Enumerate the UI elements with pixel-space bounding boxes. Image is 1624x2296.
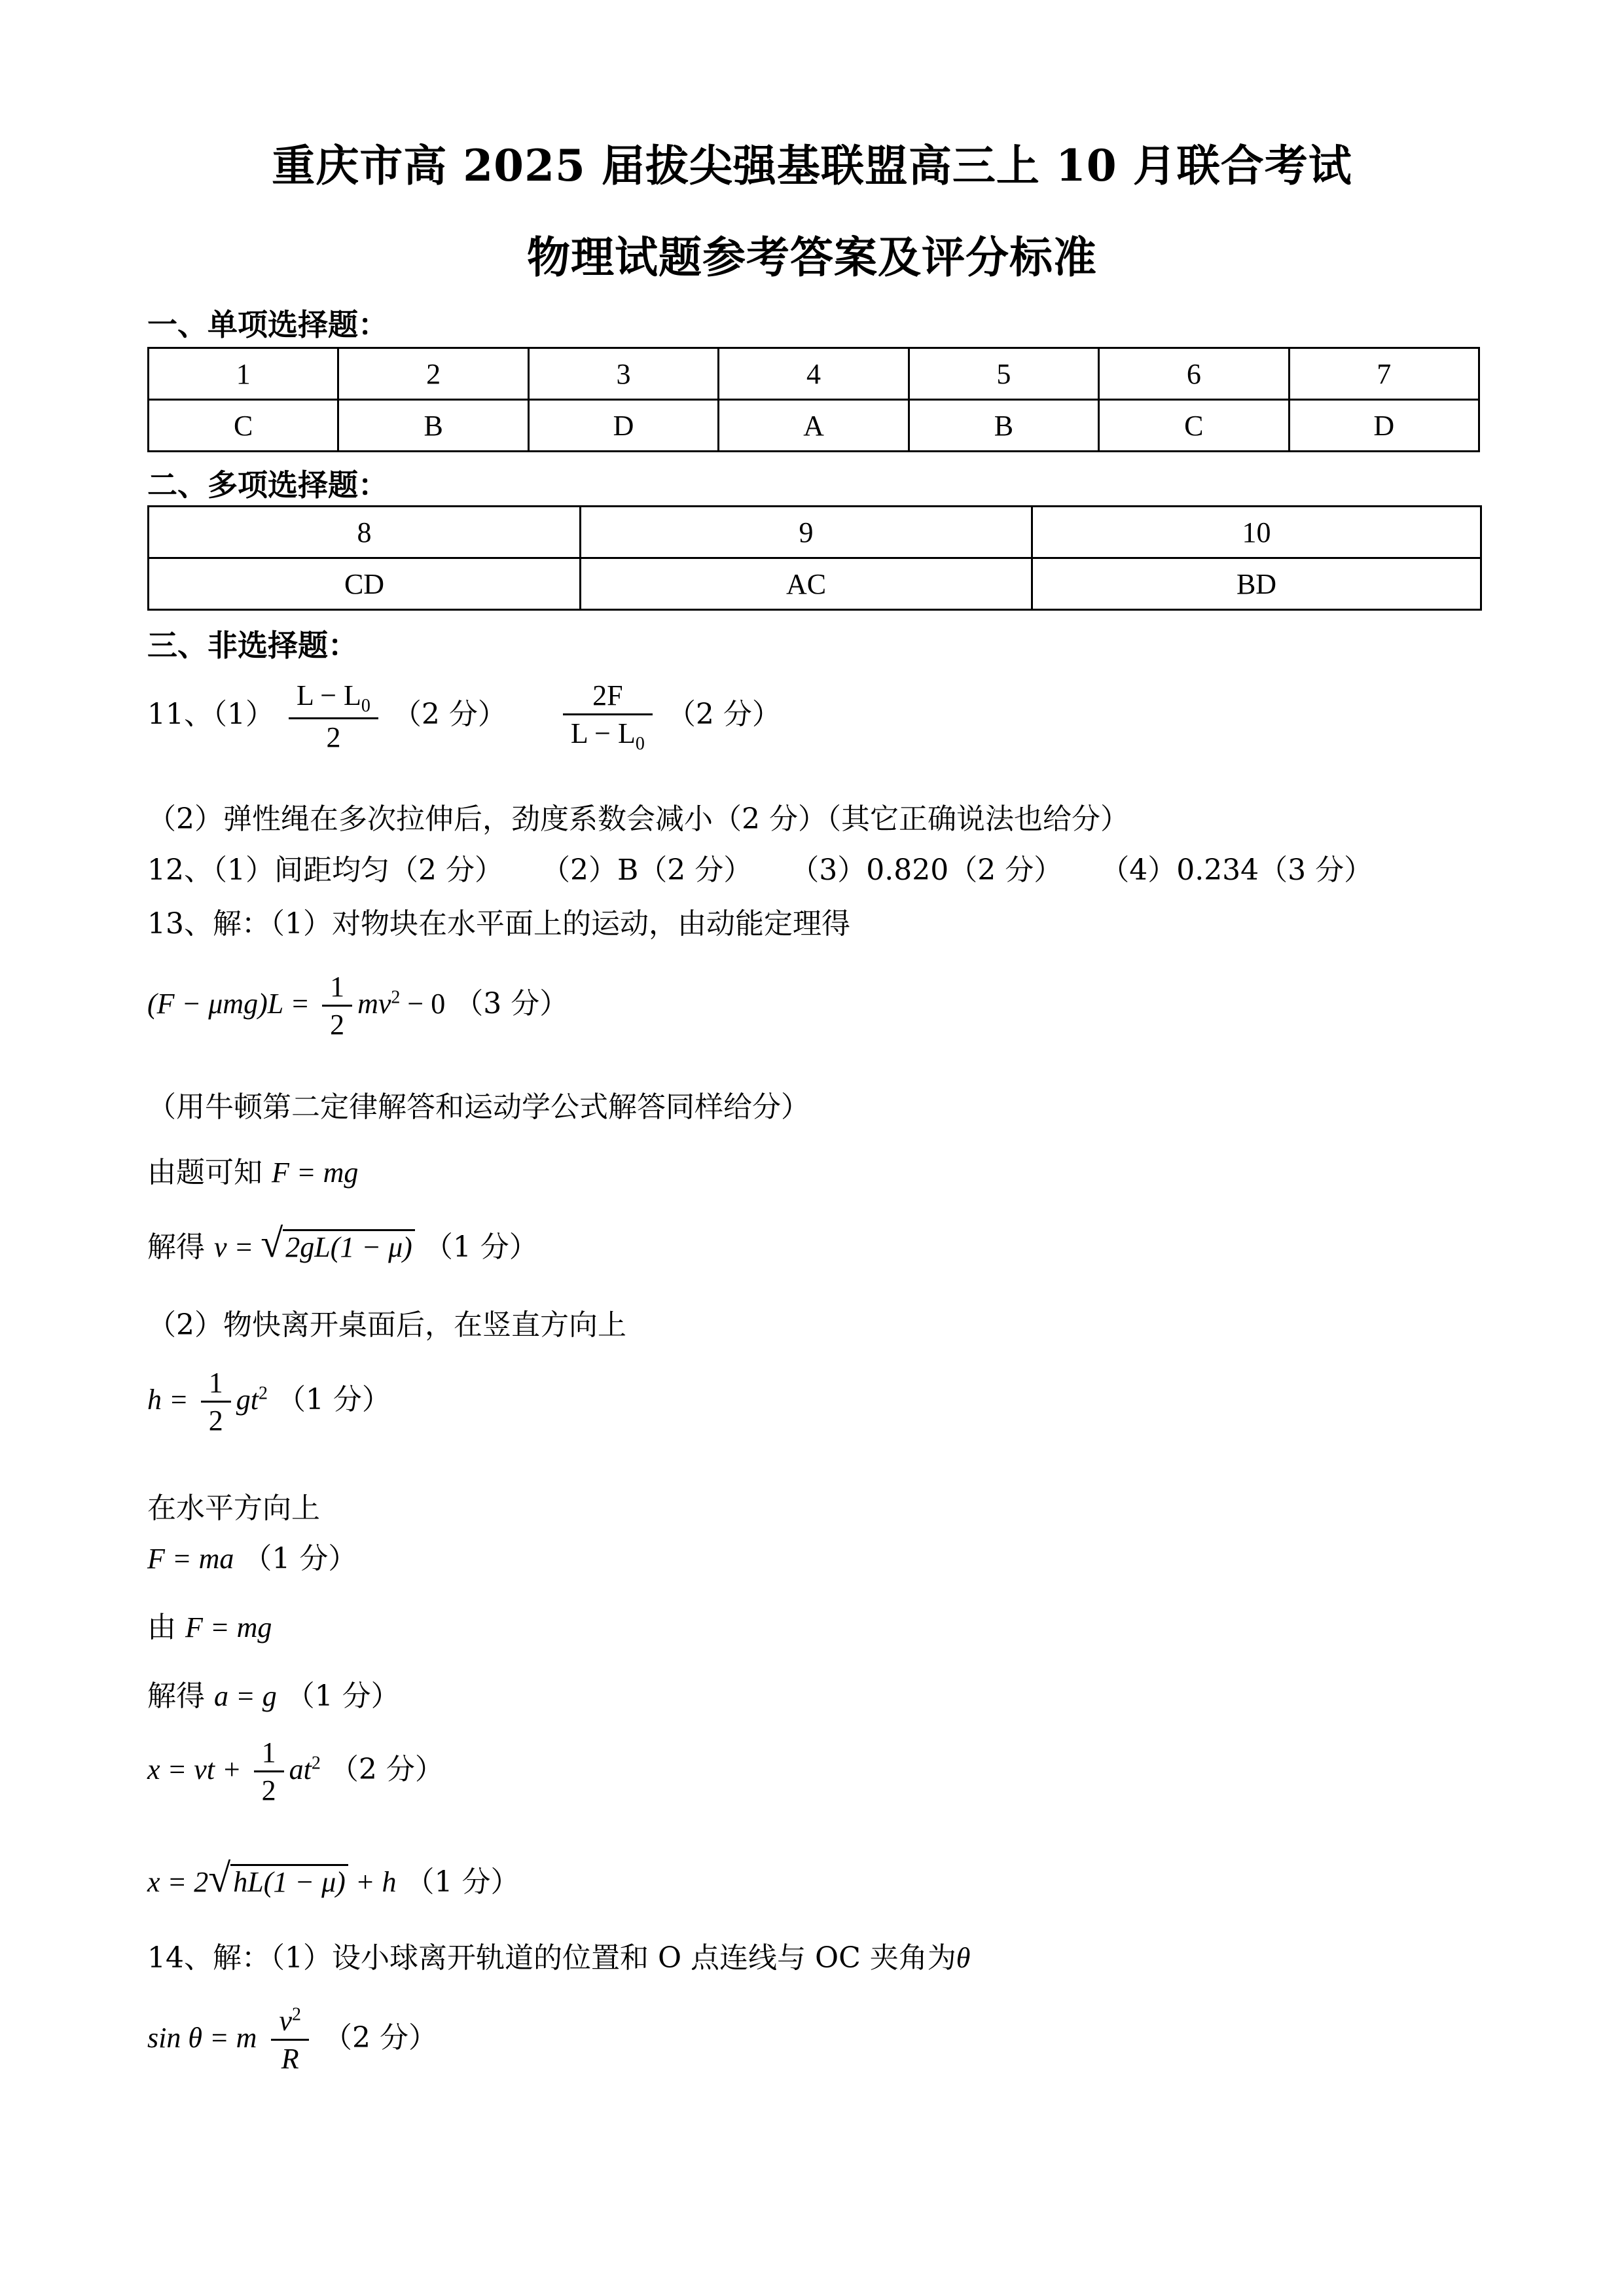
table-cell: C [149, 400, 338, 452]
section-multiple-choice-heading: 二、多项选择题： [147, 467, 388, 503]
section-single-choice-heading: 一、单项选择题： [147, 307, 388, 342]
table-cell: B [338, 400, 528, 452]
table-cell: D [1289, 400, 1479, 452]
table-cell: AC [581, 558, 1032, 610]
table-row [149, 507, 1481, 558]
table-cell: 9 [581, 507, 1032, 558]
fraction: $\frac{1}{2}$ [254, 1734, 284, 1808]
table-row [149, 558, 1481, 610]
q13-horizontal-label: 在水平方向上 [147, 1492, 320, 1525]
q14-eq: sin θ = m $\frac{v^2}{R}$ （2 分） [147, 2003, 437, 2077]
q13-solve-v: 解得 v = √2gL(1 − μ) （1 分） [147, 1221, 538, 1266]
q13-given: 由题可知 F = mg [147, 1156, 359, 1189]
q13-eq-vertical: h = $\frac{1}{2}$ $gt^2$ （1 分） [147, 1365, 391, 1439]
q13-eq-displacement: x = vt + $\frac{1}{2}$ $at^2$ （2 分） [147, 1734, 444, 1808]
q13-solve-a: 解得 a = g （1 分） [147, 1679, 400, 1713]
section-non-choice-heading: 三、非选择题： [147, 628, 358, 663]
fraction: $\frac{2F}{L - L_0}$ [563, 677, 653, 755]
table-cell: 4 [719, 348, 909, 400]
q13-note: （用牛顿第二定律解答和运动学公式解答同样给分） [147, 1090, 810, 1124]
q11-part2: （2）弹性绳在多次拉伸后，劲度系数会减小（2 分）（其它正确说法也给分） [147, 802, 1129, 836]
table-cell: A [719, 400, 909, 452]
table-cell: 7 [1289, 348, 1479, 400]
table-cell: 2 [338, 348, 528, 400]
page-subtitle: 物理试题参考答案及评分标准 [527, 232, 1097, 283]
q13-by-eq: 由 F = mg [147, 1611, 272, 1644]
table-cell: BD [1032, 558, 1481, 610]
table-cell: B [909, 400, 1098, 452]
table-cell: 8 [149, 507, 581, 558]
table-cell: CD [149, 558, 581, 610]
table-cell: 3 [528, 348, 718, 400]
fraction: $\frac{1}{2}$ [201, 1365, 231, 1439]
page-title: 重庆市高 2025 届拔尖强基联盟高三上 10 月联合考试 [272, 140, 1352, 191]
q13-eq-newton: F = ma （1 分） [147, 1542, 357, 1575]
q13-eq-result: x = 2√hL(1 − μ) + h （1 分） [147, 1856, 520, 1901]
q13-intro: 13、解：（1）对物块在水平面上的运动，由动能定理得 [147, 907, 850, 941]
q12-answers: 12、（1）间距均匀（2 分） （2）B（2 分） （3）0.820（2 分） （4）0.234（3 分） [147, 853, 1373, 887]
table-cell: C [1099, 400, 1289, 452]
fraction: $\frac{1}{2}$ [322, 969, 352, 1043]
table-row [149, 348, 1479, 400]
q13-eq-kinetic-energy: (F − μmg)L = $\frac{1}{2}$ $mv^2 - 0$ （3 分） [147, 969, 568, 1043]
table-cell: 6 [1099, 348, 1289, 400]
table-cell: 1 [149, 348, 338, 400]
multiple-choice-answer-table [147, 505, 1482, 611]
q14-intro: 14、解：（1）设小球离开轨道的位置和 O 点连线与 OC 夹角为θ [147, 1941, 971, 1975]
q13-part2-intro: （2）物快离开桌面后，在竖直方向上 [147, 1308, 626, 1342]
table-cell: 5 [909, 348, 1098, 400]
table-row [149, 400, 1479, 452]
table-cell: 10 [1032, 507, 1481, 558]
table-cell: D [528, 400, 718, 452]
fraction: $\frac{v^2}{R}$ [271, 2003, 309, 2077]
q11-part1: 11、（1） $\frac{L - L_0}{2}$ （2 分） $\frac{2F}{L - L_0}$ （2 分） [147, 677, 781, 755]
fraction: $\frac{L - L_0}{2}$ [289, 677, 378, 755]
single-choice-answer-table [147, 347, 1480, 452]
